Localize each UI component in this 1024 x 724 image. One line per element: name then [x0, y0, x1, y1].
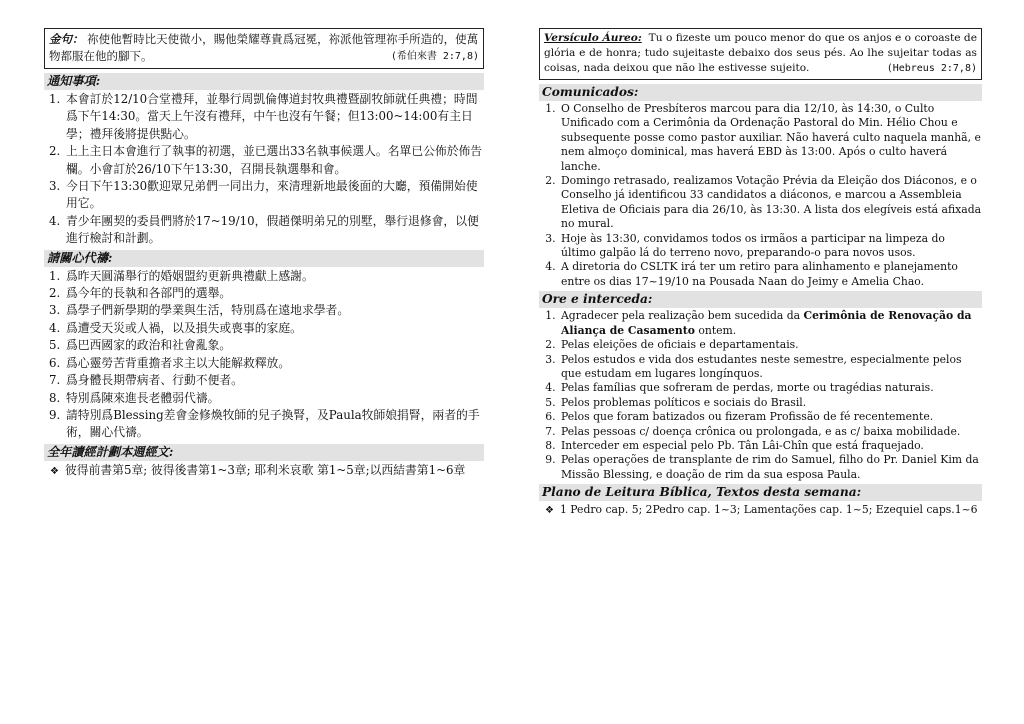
prayer-item: 8. 特別爲陳來進長老體弱代禱。 — [64, 390, 484, 407]
golden-verse-label: 金句： — [49, 32, 84, 46]
prayer-item-pt: 2. Pelas eleições de oficiais e departamentais. — [559, 338, 982, 352]
prayer-item-pt: 3. Pelos estudos e vida dos estudantes neste semestre, especialmente pelos que estudam em lugares longínquos. — [559, 353, 982, 382]
diamond-bullet-icon: ❖ — [50, 465, 59, 477]
prayer-item-pt: 4. Pelas famílias que sofreram de perdas, morte ou tragédias naturais. — [559, 381, 982, 395]
golden-verse-box — [44, 28, 484, 69]
announcements-list — [44, 91, 484, 248]
prayer-list — [44, 268, 484, 442]
announcement-item-pt: 3. Hoje às 13:30, convidamos todos os irmãos a participar na limpeza do último galpão lá do terreno novo, preparando-o para novos usos. — [559, 232, 982, 261]
prayer-item-pt: 5. Pelos problemas políticos e sociais do Brasil. — [559, 396, 982, 410]
reading-plan — [44, 462, 484, 480]
prayer-item: 9. 請特別爲Blessing差會金修煥牧師的兒子換腎，及Paula牧師娘捐腎，兩者的手術，關心代禱。 — [64, 407, 484, 442]
announcement-item-pt: 4. A diretoria do CSLTK irá ter um retiro para alinhamento e planejamento entre os dias 17~19/10 na Pousada Naan do Jeimy e Amelia Chao. — [559, 260, 982, 289]
prayer-item: 4. 爲遭受天災或人禍，以及損失或喪事的家庭。 — [64, 320, 484, 337]
diamond-bullet-icon: ❖ — [545, 505, 554, 517]
right-column — [539, 28, 982, 518]
prayer-item-suffix: ontem. — [694, 323, 737, 337]
prayer-list-pt — [539, 309, 982, 482]
left-column — [44, 28, 484, 480]
prayer-item: 7. 爲身體長期帶病者、行動不便者。 — [64, 372, 484, 389]
reading-plan-text-pt: 1 Pedro cap. 5; 2Pedro cap. 1~3; Lamentações cap. 1~5; Ezequiel caps.1~6 — [559, 503, 978, 517]
reading-plan-title-pt: Plano de Leitura Bíblica, Textos desta semana: — [539, 484, 982, 501]
reading-plan-pt — [539, 502, 982, 518]
announcements-title: 通知事項: — [44, 73, 484, 90]
announcement-item: 4. 青少年團契的委員們將於17~19/10，假趙傑明弟兄的別墅，舉行退修會，以便進行檢討和計劃。 — [64, 213, 484, 248]
prayer-item-prefix: Agradecer pela realização bem sucedida da — [561, 309, 804, 323]
announcement-item-pt: 1. O Conselho de Presbíteros marcou para dia 12/10, às 14:30, o Culto Unificado com a Cerimônia da Ordenação Pastoral do Min. Hélio Chou e subsequente posse como pastor auxiliar. Não haverá culto naquela manhã, e nem almoço dominical, mas haverá EBD às 13:00. Após o culto haverá lanche. — [559, 102, 982, 174]
prayer-item-pt: 8. Interceder em especial pelo Pb. Tân Lâi-Chîn que está fraquejado. — [559, 439, 982, 453]
announcement-item-pt: 2. Domingo retrasado, realizamos Votação Prévia da Eleição dos Diáconos, e o Conselho já identificou 33 candidatos a diáconos, e marcou a Assembleia Eletiva de Oficiais para dia 26/10, às 13:30. A lista dos elegíveis está afixada no mural. — [559, 174, 982, 232]
prayer-item: 2. 爲今年的長執和各部門的選舉。 — [64, 285, 484, 302]
prayer-item: 6. 爲心靈勞苦背重擔者求主以大能解救釋放。 — [64, 355, 484, 372]
golden-verse-label-pt: Versículo Áureo: — [544, 32, 642, 44]
reading-plan-title: 全年讀經計劃本週經文: — [44, 444, 484, 461]
announcement-item: 1. 本會訂於12/10合堂禮拜，並舉行周凱倫傳道封牧典禮暨副牧師就任典禮；時間爲下午14:30。當天上午沒有禮拜，中午也沒有午餐；但13:00~14:00有主日學；禮拜後將提供點心。 — [64, 91, 484, 143]
golden-verse-text-pt: Tu o fizeste um pouco menor do que os anjos e o coroaste de glória e de honra; tudo sujeitaste debaixo dos seus pés. Ao lhe sujeitar todas as coisas, nada deixou que não lhe estivesse sujeito. — [544, 32, 977, 74]
prayer-item: 1. 爲昨天圓滿舉行的婚姻盟約更新典禮獻上感謝。 — [64, 268, 484, 285]
prayer-item-pt: 7. Pelas pessoas c/ doença crônica ou prolongada, e as c/ baixa mobilidade. — [559, 425, 982, 439]
prayer-item-pt: 6. Pelos que foram batizados ou fizeram Profissão de fé recentemente. — [559, 410, 982, 424]
prayer-title-pt: Ore e interceda: — [539, 291, 982, 308]
prayer-item-highlight: Cerimônia de Renovação da Aliança de Casamento — [561, 309, 972, 337]
prayer-item: 5. 爲巴西國家的政治和社會亂象。 — [64, 337, 484, 354]
golden-verse-text: 祢使他暫時比天使微小，賜他榮耀尊貴爲冠冕，祢派他管理祢手所造的，使萬物都服在他的腳下。 — [49, 32, 479, 63]
golden-verse-box-pt — [539, 28, 982, 80]
golden-verse-ref: (希伯來書 2:7,8) — [390, 51, 479, 62]
prayer-item: 3. 爲學子們新學期的學業與生活，特別爲在遠地求學者。 — [64, 302, 484, 319]
reading-plan-text: 彼得前書第5章; 彼得後書第1~3章; 耶利米哀歌 第1~5章;以西結書第1~6章 — [64, 462, 466, 477]
announcement-item: 2. 上上主日本會進行了執事的初選，並已選出33名執事候選人。名單已公佈於佈告欄。小會訂於26/10下午13:30，召開長執選舉和會。 — [64, 143, 484, 178]
prayer-item-pt: 9. Pelas operações de transplante de rim do Samuel, filho do Pr. Daniel Kim da Missão Blessing, e doação de rim da sua esposa Paula. — [559, 453, 982, 482]
golden-verse-ref-pt: (Hebreus 2:7,8) — [886, 63, 977, 74]
announcements-title-pt: Comunicados: — [539, 84, 982, 101]
prayer-item-pt — [559, 309, 982, 338]
announcements-list-pt — [539, 102, 982, 289]
announcement-item: 3. 今日下午13:30歡迎眾兄弟們一同出力，來清理新地最後面的大廳，預備開始使用它。 — [64, 178, 484, 213]
prayer-title: 請關心代禱: — [44, 250, 484, 267]
